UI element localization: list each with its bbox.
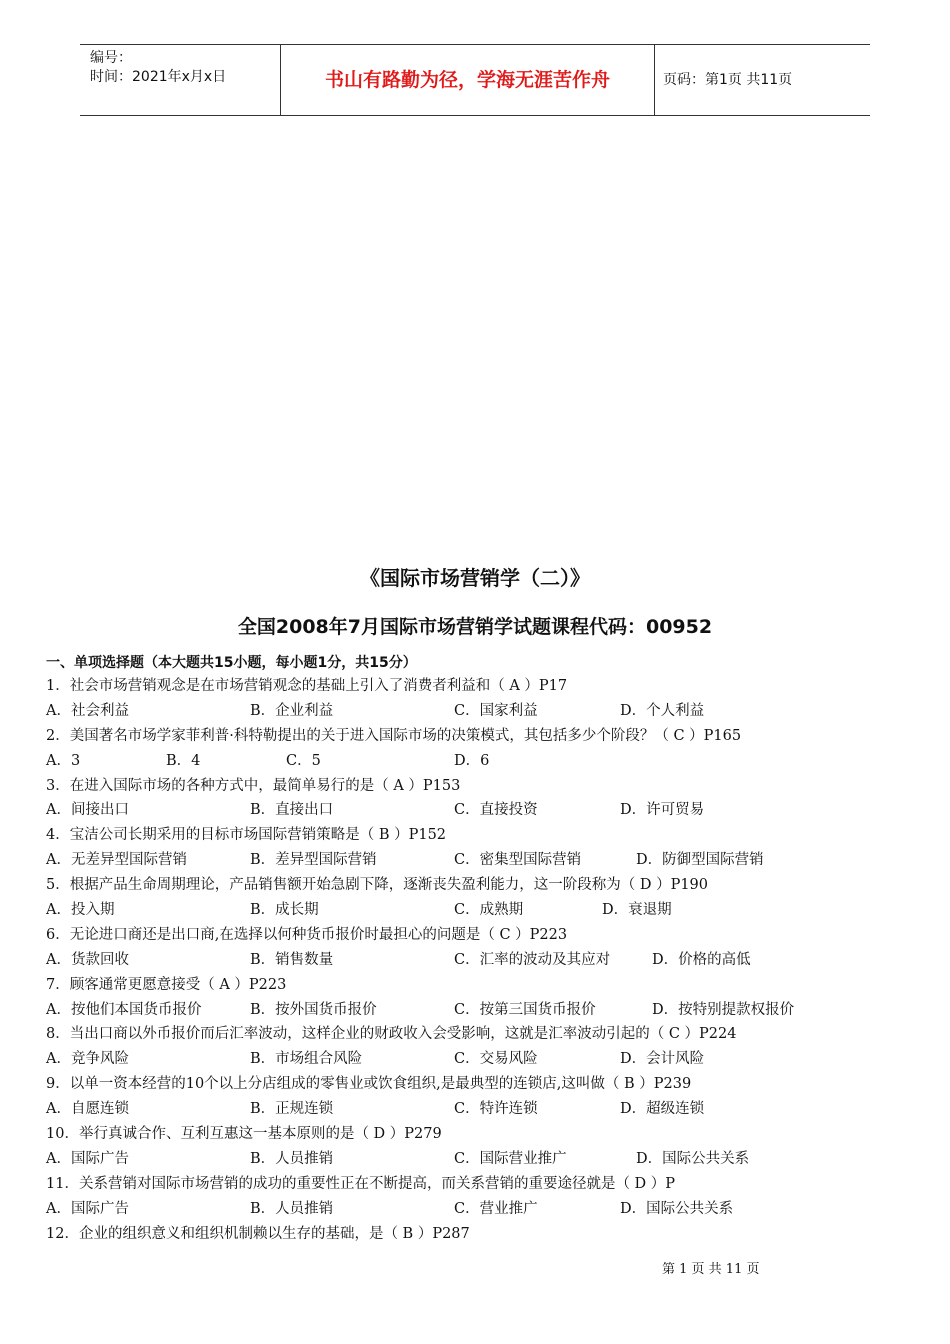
option-b: B．企业利益 [250, 702, 334, 719]
option-row [46, 1047, 906, 1072]
option-a: A．按他们本国货币报价 [46, 1001, 202, 1018]
option-b: B．按外国货币报价 [250, 1001, 377, 1018]
option-row [46, 898, 906, 923]
option-d: D．价格的高低 [652, 951, 751, 968]
option-d: D．超级连锁 [620, 1101, 705, 1118]
question-text: 7．顾客通常更愿意接受（ A ）P223 [46, 976, 287, 993]
question-text: 10．举行真诚合作、互利互惠这一基本原则的是（ D ）P279 [46, 1126, 442, 1143]
option-a: A．投入期 [46, 902, 115, 919]
option-c: C．汇率的波动及其应对 [454, 951, 611, 968]
page-footer: 第 1 页 共 11 页 [662, 1262, 760, 1277]
option-d: D．许可贸易 [620, 802, 705, 819]
question-text: 2．美国著名市场学家菲利普·科特勒提出的关于进入国际市场的决策模式，其包括多少个阶段？（ C ）P165 [46, 727, 742, 744]
option-d: D．会计风险 [620, 1051, 705, 1068]
question-text: 5．根据产品生命周期理论，产品销售额开始急剧下降，逐渐丧失盈利能力，这一阶段称为（ D ）P190 [46, 877, 708, 894]
option-a: A．3 [46, 752, 81, 769]
option-d: D．国际公共关系 [620, 1200, 734, 1217]
option-b: B．人员推销 [250, 1150, 334, 1167]
time-label: 时间：2021年x月x日 [90, 69, 227, 85]
option-c: C．特许连锁 [454, 1101, 538, 1118]
option-row [46, 749, 906, 774]
section-heading: 一、单项选择题（本大题共15小题，每小题1分，共15分） [46, 655, 417, 671]
option-c: C．交易风险 [454, 1051, 538, 1068]
option-b: B．销售数量 [250, 951, 334, 968]
question-text: 3．在进入国际市场的各种方式中，最简单易行的是（ A ）P153 [46, 777, 461, 794]
option-a: A．货款回收 [46, 951, 129, 968]
option-c: C．5 [286, 752, 321, 769]
option-b: B．市场组合风险 [250, 1051, 363, 1068]
option-b: B．差异型国际营销 [250, 852, 377, 869]
option-d: D．国际公共关系 [636, 1150, 750, 1167]
option-row [46, 848, 906, 873]
question-text: 8．当出口商以外币报价而后汇率波动，这样企业的财政收入会受影响，这就是汇率波动引起的（ C ）P224 [46, 1026, 737, 1043]
question-text: 4．宝洁公司长期采用的目标市场国际营销策略是（ B ）P152 [46, 827, 447, 844]
option-row [46, 1097, 906, 1122]
option-d: D．个人利益 [620, 702, 705, 719]
option-c: C．密集型国际营销 [454, 852, 582, 869]
question-text: 11．关系营销对国际市场营销的成功的重要性正在不断提高，而关系营销的重要途径就是（ D ）P [46, 1175, 676, 1192]
option-row [46, 798, 906, 823]
option-c: C．直接投资 [454, 802, 538, 819]
option-b: B．成长期 [250, 902, 319, 919]
option-c: C．国际营业推广 [454, 1150, 567, 1167]
question-list [46, 674, 906, 1246]
option-a: A．竞争风险 [46, 1051, 129, 1068]
page-header [80, 44, 870, 116]
option-d: D．防御型国际营销 [636, 852, 764, 869]
option-a: A．无差异型国际营销 [46, 852, 187, 869]
option-b: B．直接出口 [250, 802, 334, 819]
option-row [46, 1197, 906, 1222]
option-c: C．国家利益 [454, 702, 538, 719]
option-b: B．4 [166, 752, 201, 769]
question-text: 1．社会市场营销观念是在市场营销观念的基础上引入了消费者利益和（ A ）P17 [46, 678, 568, 694]
document-title: 《国际市场营销学（二）》 [360, 566, 590, 590]
document-subtitle: 全国2008年7月国际市场营销学试题课程代码：00952 [237, 616, 713, 638]
header-meta [80, 45, 281, 115]
option-a: A．社会利益 [46, 702, 129, 719]
option-a: A．间接出口 [46, 802, 129, 819]
number-label: 编号： [90, 50, 132, 66]
option-row [46, 948, 906, 973]
option-c: C．成熟期 [454, 902, 524, 919]
option-row [46, 998, 906, 1023]
option-c: C．按第三国货币报价 [454, 1001, 596, 1018]
option-d: D．6 [454, 752, 490, 769]
option-a: A．国际广告 [46, 1200, 129, 1217]
option-row [46, 699, 906, 724]
question-text: 12．企业的组织意义和组织机制赖以生存的基础，是（ B ）P287 [46, 1225, 470, 1242]
option-d: D．衰退期 [602, 902, 672, 919]
option-row [46, 1147, 906, 1172]
option-b: B．正规连锁 [250, 1101, 334, 1118]
header-motto: 书山有路勤为径，学海无涯苦作舟 [281, 45, 655, 115]
option-a: A．国际广告 [46, 1150, 129, 1167]
option-a: A．自愿连锁 [46, 1101, 129, 1118]
option-d: D．按特别提款权报价 [652, 1001, 795, 1018]
question-text: 9．以单一资本经营的10个以上分店组成的零售业或饮食组织,是最典型的连锁店,这叫做（ B ）P239 [46, 1076, 692, 1093]
option-b: B．人员推销 [250, 1200, 334, 1217]
header-page-info: 页码：第1页 共11页 [663, 72, 793, 88]
option-c: C．营业推广 [454, 1200, 538, 1217]
question-text: 6．无论进口商还是出口商,在选择以何种货币报价时最担心的问题是（ C ）P223 [46, 926, 568, 943]
